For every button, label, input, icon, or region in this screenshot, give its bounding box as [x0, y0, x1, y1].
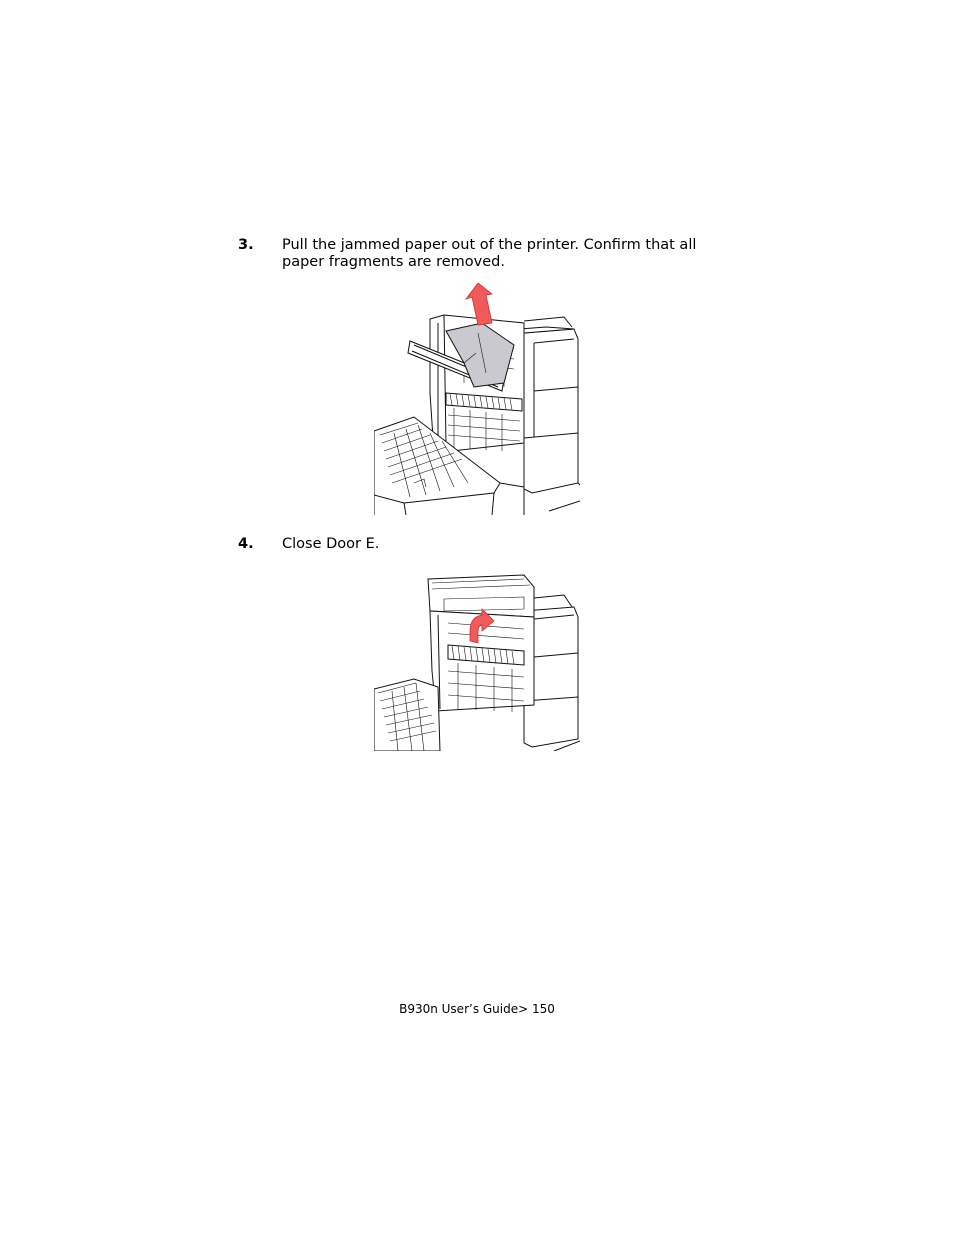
page-footer: B930n User’s Guide> 150 — [399, 1002, 555, 1016]
jammed-paper-removal-illustration — [374, 283, 580, 515]
step-number: 3. — [238, 237, 254, 253]
step-number: 4. — [238, 536, 254, 552]
close-door-e-illustration — [374, 571, 580, 751]
step-instruction: Close Door E. — [282, 536, 380, 552]
step-instruction: Pull the jammed paper out of the printer. Confirm that all paper fragments are removed. — [282, 237, 697, 270]
